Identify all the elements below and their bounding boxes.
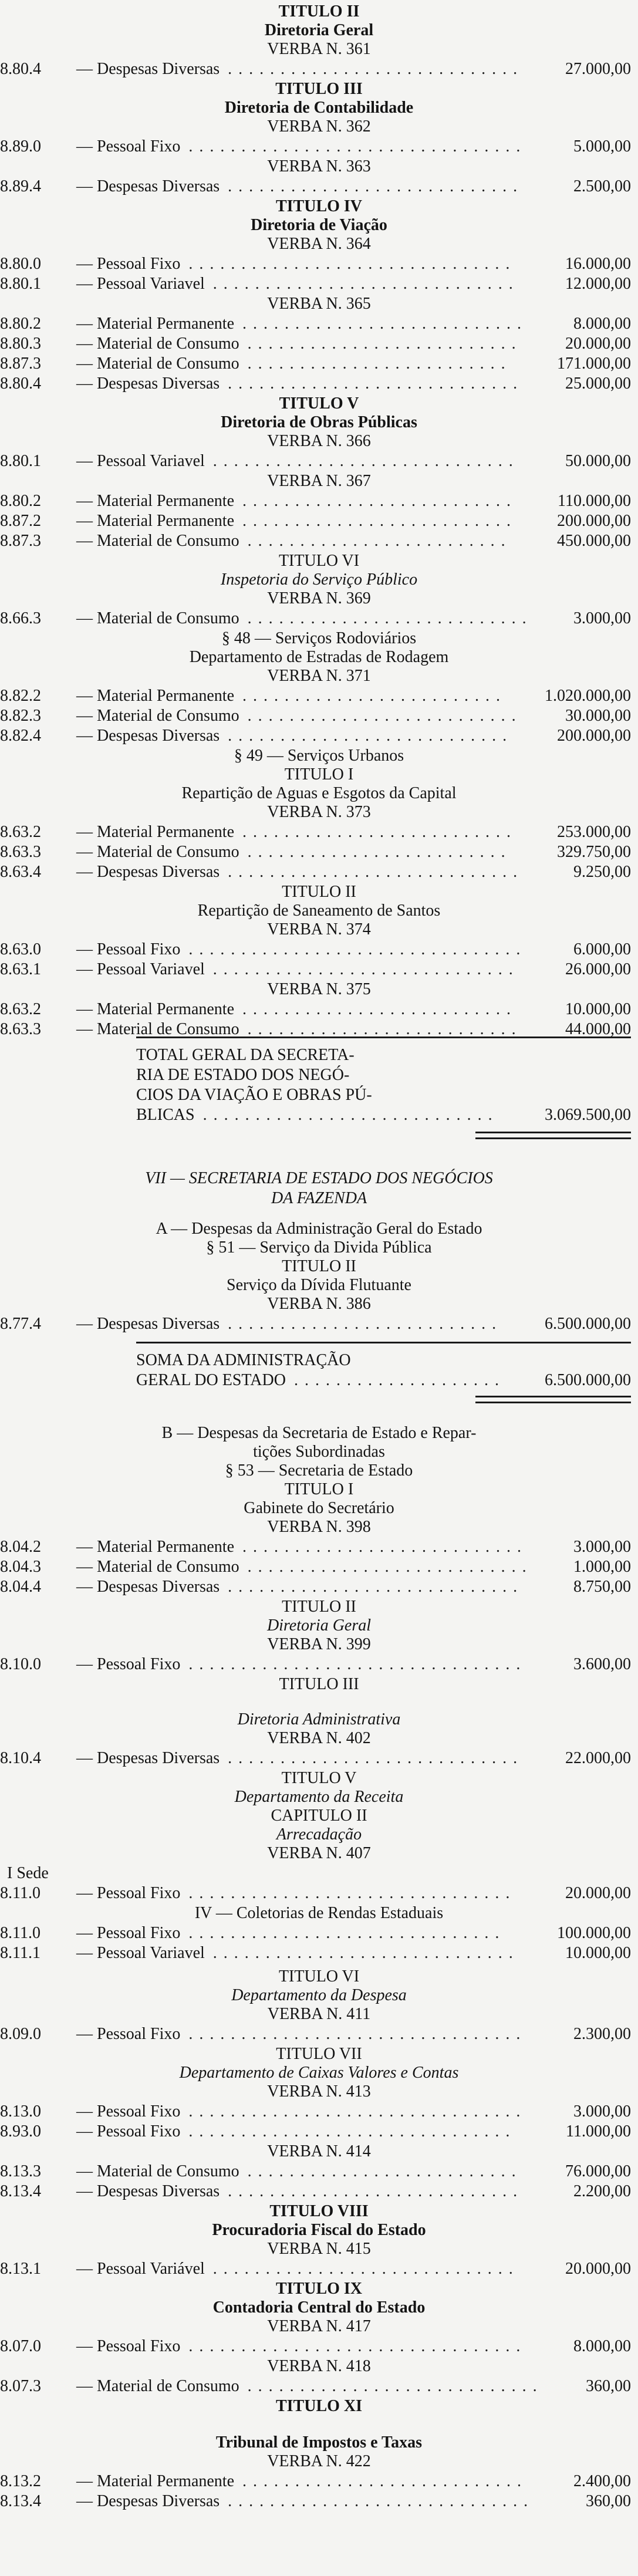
- dot-leader: . . . . . . . . . . . . . . . . . . . . . . . . . .: [247, 335, 517, 353]
- item-code: 8.63.0: [0, 940, 41, 958]
- dot-leader: . . . . . . . . . . . . . . . . . . . . . . . . . .: [247, 2162, 517, 2180]
- item-amount: 200.000,00: [557, 727, 631, 745]
- item-code: 8.10.4: [0, 1749, 41, 1767]
- total-label: RIA DE ESTADO DOS NEGÓ-: [136, 1066, 350, 1084]
- item-description: — Material de Consumo: [76, 1558, 239, 1576]
- dot-leader: . . . . . . . . . . . . . . . . . . . . . . . . . .: [247, 1020, 517, 1038]
- item-amount: 1.000,00: [573, 1558, 631, 1576]
- item-code: 8.09.0: [0, 2025, 41, 2043]
- heading-line: TITULO III: [279, 1675, 359, 1693]
- heading-line: Contadoria Central do Estado: [212, 2298, 426, 2317]
- heading-line: VERBA N. 414: [267, 2142, 371, 2160]
- heading-line: TITULO II: [278, 2, 360, 21]
- dot-leader: . . . . . . . . . . . . . . . . . . . . . . . . . . . .: [228, 1749, 519, 1767]
- item-description: — Pessoal Fixo: [76, 2025, 181, 2043]
- heading-line: TITULO XI: [275, 2397, 363, 2415]
- item-amount: 100.000,00: [557, 1924, 631, 1942]
- heading-line: VERBA N. 413: [267, 2082, 371, 2101]
- heading-line: VII — SECRETARIA DE ESTADO DOS NEGÓCIOS: [145, 1169, 493, 1187]
- item-amount: 329.750,00: [557, 843, 631, 861]
- dot-leader: . . . . . . . . . . . . . . . . . . . . . . . . . . . . . . . .: [188, 2102, 522, 2121]
- item-amount: 10.000,00: [565, 1000, 631, 1018]
- dot-leader: . . . . . . . . . . . . . . . . . . . . . . . . . . .: [247, 1558, 528, 1576]
- item-code: 8.13.3: [0, 2162, 41, 2180]
- heading-line: VERBA N. 415: [267, 2240, 371, 2258]
- heading-line: VERBA N. 362: [267, 117, 371, 136]
- item-amount: 30.000,00: [565, 707, 631, 725]
- item-code: 8.63.3: [0, 843, 41, 861]
- item-amount: 12.000,00: [565, 275, 631, 293]
- heading-line: VERBA N. 399: [267, 1635, 371, 1653]
- item-amount: 22.000,00: [565, 1749, 631, 1767]
- item-code: 8.80.1: [0, 275, 41, 293]
- heading-line: TITULO VI: [278, 1967, 360, 1986]
- item-code: 8.11.0: [0, 1884, 40, 1902]
- heading-line: Diretoria de Obras Públicas: [221, 413, 417, 431]
- dot-leader: . . . . . . . . . . . . . . . . . . . . . . . . . .: [247, 707, 517, 725]
- dot-leader: . . . . . . . . . . . . . . . . . . . . . . . . . .: [242, 492, 512, 510]
- item-description: — Material Permanente: [76, 1000, 235, 1018]
- dot-leader: . . . . . . . . . . . . . . . . . . . . . . . . . . . . . . .: [188, 1884, 511, 1902]
- dot-leader: . . . . . . . . . . . . . . . . . . . . . . . . . . . . . . . .: [188, 2337, 522, 2355]
- total-amount: 6.500.000,00: [545, 1371, 631, 1389]
- item-description: — Pessoal Fixo: [76, 2337, 181, 2355]
- item-amount: 171.000,00: [557, 355, 631, 373]
- heading-line: Serviço da Dívida Flutuante: [227, 1276, 411, 1294]
- item-description: — Pessoal Fixo: [76, 1924, 181, 1942]
- dot-leader: . . . . . . . . . . . . . . . . . . . . . . . . . . .: [242, 2472, 523, 2490]
- item-amount: 5.000,00: [573, 137, 631, 156]
- heading-line: VERBA N. 367: [267, 472, 371, 490]
- item-code: 8.80.0: [0, 255, 41, 273]
- heading-line: B — Despesas da Secretaria de Estado e Repar-: [161, 1424, 477, 1442]
- heading-line: Departamento de Estradas de Rodagem: [189, 648, 449, 666]
- dot-leader: . . . . . . . . . . . . . . . . . . . . . . . . . . . . . . .: [188, 2122, 511, 2141]
- heading-line: IV — Coletorias de Rendas Estaduais: [194, 1904, 444, 1922]
- item-description: — Pessoal Fixo: [76, 1884, 181, 1902]
- dot-leader: . . . . . . . . . . . . . . . . . . . . . . . . .: [242, 687, 502, 705]
- item-amount: 2.400,00: [573, 2472, 631, 2490]
- item-amount: 20.000,00: [565, 335, 631, 353]
- item-amount: 26.000,00: [565, 960, 631, 978]
- heading-line: Procuradoria Fiscal do Estado: [212, 2221, 426, 2239]
- dot-leader: . . . . . . . . . . . . . . . . . . . . . . . . .: [247, 355, 507, 373]
- item-description: — Despesas Diversas: [76, 1749, 220, 1767]
- item-description: — Despesas Diversas: [76, 1578, 220, 1596]
- item-code: 8.80.3: [0, 335, 41, 353]
- item-description: — Pessoal Variavel: [76, 452, 205, 470]
- dot-leader: . . . . . . . . . . . . . . . . . . . . . . . . . .: [242, 1000, 512, 1018]
- heading-line: VERBA N. 371: [267, 667, 371, 685]
- text-line: I Sede: [7, 1864, 49, 1882]
- item-amount: 44.000,00: [565, 1020, 631, 1038]
- item-amount: 11.000,00: [566, 2122, 631, 2141]
- item-description: — Material de Consumo: [76, 1020, 239, 1038]
- rule-line: [475, 1402, 631, 1403]
- dot-leader: . . . . . . . . . . . . . . . . . . . . . . . . . .: [242, 512, 512, 530]
- dot-leader: . . . . . . . . . . . . . . . . . . . . . . . . . .: [228, 1315, 498, 1333]
- item-code: 8.66.3: [0, 609, 41, 627]
- item-code: 8.04.3: [0, 1558, 41, 1576]
- dot-leader: . . . . . . . . . . . . . . . . . . . . . . . . . . . . . . . .: [188, 137, 522, 156]
- heading-line: Repartição de Saneamento de Santos: [197, 902, 441, 920]
- heading-line: TITULO IX: [275, 2280, 363, 2298]
- item-code: 8.11.1: [0, 1944, 40, 1962]
- heading-line: TITULO VII: [276, 2045, 362, 2063]
- item-description: — Pessoal Fixo: [76, 1655, 181, 1673]
- heading-line: VERBA N. 418: [267, 2357, 371, 2375]
- item-description: — Material Permanente: [76, 687, 235, 705]
- dot-leader: . . . . . . . . . . . . . . . . . . . . . . . . . . . .: [228, 60, 519, 78]
- dot-leader: . . . . . . . . . . . . . . . . . . . . . . . . . . . . .: [212, 1944, 514, 1962]
- item-description: — Material Permanente: [76, 315, 235, 333]
- heading-line: VERBA N. 363: [267, 157, 371, 175]
- item-code: 8.13.0: [0, 2102, 41, 2121]
- item-amount: 6.000,00: [573, 940, 631, 958]
- total-label: GERAL DO ESTADO: [136, 1371, 286, 1389]
- heading-line: VERBA N. 402: [267, 1729, 371, 1747]
- heading-line: VERBA N. 422: [267, 2452, 371, 2470]
- heading-line: VERBA N. 417: [267, 2317, 371, 2335]
- item-description: — Material de Consumo: [76, 532, 239, 550]
- heading-line: VERBA N. 407: [267, 1844, 371, 1862]
- heading-line: TITULO III: [275, 80, 363, 98]
- dot-leader: . . . . . . . . . . . . . . . . . . . . . . . . . . . .: [228, 374, 519, 393]
- item-code: 8.89.4: [0, 177, 41, 195]
- heading-line: VERBA N. 361: [267, 40, 371, 58]
- item-description: — Despesas Diversas: [76, 177, 220, 195]
- heading-line: TITULO I: [284, 1480, 354, 1498]
- rule-line: [475, 1396, 631, 1397]
- heading-line: Diretoria Geral: [266, 1616, 372, 1635]
- item-description: — Despesas Diversas: [76, 863, 220, 881]
- total-label: CIOS DA VIAÇÃO E OBRAS PÚ-: [136, 1086, 372, 1104]
- dot-leader: . . . . . . . . . . . . . . . . . . . . . . . . . . . .: [228, 2182, 519, 2200]
- heading-line: Inspetoria do Serviço Público: [220, 570, 418, 589]
- dot-leader: . . . . . . . . . . . . . . . . . . . . . . . . . . . .: [202, 1106, 494, 1124]
- item-code: 8.93.0: [0, 2122, 41, 2141]
- item-amount: 8.750,00: [573, 1578, 631, 1596]
- item-description: — Despesas Diversas: [76, 1315, 220, 1333]
- item-amount: 20.000,00: [565, 1884, 631, 1902]
- total-amount: 3.069.500,00: [545, 1106, 631, 1124]
- dot-leader: . . . . . . . . . . . . . . . . . . . . . . . . . . .: [242, 315, 523, 333]
- item-amount: 110.000,00: [558, 492, 631, 510]
- item-description: — Material de Consumo: [76, 609, 239, 627]
- heading-line: Tribunal de Impostos e Taxas: [215, 2433, 423, 2452]
- item-description: — Material de Consumo: [76, 2377, 239, 2395]
- item-code: 8.63.4: [0, 863, 41, 881]
- item-code: 8.80.1: [0, 452, 41, 470]
- heading-line: Diretoria Geral: [264, 21, 374, 39]
- heading-line: Gabinete do Secretário: [244, 1499, 394, 1517]
- heading-line: VERBA N. 364: [267, 235, 371, 253]
- heading-line: TITULO II: [282, 1257, 356, 1275]
- dot-leader: . . . . . . . . . . . . . . . . . . . . . . . . . . . . . . .: [188, 255, 511, 273]
- heading-line: VERBA N. 369: [267, 589, 371, 607]
- item-code: 8.13.1: [0, 2260, 41, 2278]
- dot-leader: . . . . . . . . . . . . . . . . . . . . . . . . . . . .: [228, 177, 519, 195]
- item-code: 8.07.3: [0, 2377, 41, 2395]
- heading-line: Diretoria de Viação: [251, 216, 387, 234]
- heading-line: Departamento da Despesa: [231, 1986, 407, 2004]
- dot-leader: . . . . . . . . . . . . . . . . . . . . . . . . . . . . .: [212, 960, 514, 978]
- heading-line: CAPITULO II: [271, 1807, 367, 1825]
- item-description: — Pessoal Fixo: [76, 137, 181, 156]
- item-amount: 450.000,00: [557, 532, 631, 550]
- item-amount: 20.000,00: [565, 2260, 631, 2278]
- item-amount: 76.000,00: [565, 2162, 631, 2180]
- item-description: — Despesas Diversas: [76, 2492, 220, 2510]
- heading-line: VERBA N. 365: [267, 295, 371, 313]
- item-description: — Material de Consumo: [76, 355, 239, 373]
- dot-leader: . . . . . . . . . . . . . . . . . . . . . . . . .: [247, 843, 507, 861]
- dot-leader: . . . . . . . . . . . . . . . . . . . . . . . . . . . .: [228, 1578, 519, 1596]
- item-amount: 360,00: [586, 2377, 631, 2395]
- item-amount: 16.000,00: [565, 255, 631, 273]
- item-description: — Material Permanente: [76, 1538, 235, 1556]
- heading-line: TITULO VI: [278, 552, 360, 570]
- heading-line: TITULO II: [282, 883, 356, 901]
- rule-line: [136, 1037, 631, 1038]
- heading-line: tições Subordinadas: [253, 1443, 385, 1461]
- item-description: — Material de Consumo: [76, 843, 239, 861]
- heading-line: VERBA N. 366: [267, 432, 371, 450]
- dot-leader: . . . . . . . . . . . . . . . . . . . . . . . . . . .: [228, 727, 508, 745]
- rule-line: [475, 1132, 631, 1133]
- item-code: 8.13.4: [0, 2492, 41, 2510]
- item-code: 8.82.4: [0, 727, 41, 745]
- item-amount: 10.000,00: [565, 1944, 631, 1962]
- dot-leader: . . . . . . . . . . . . . . . . . . . . . . . . . .: [242, 823, 512, 841]
- item-description: — Despesas Diversas: [76, 374, 220, 393]
- item-code: 8.63.3: [0, 1020, 41, 1038]
- item-description: — Despesas Diversas: [76, 60, 220, 78]
- item-description: — Pessoal Variável: [76, 2260, 205, 2278]
- item-code: 8.80.4: [0, 374, 41, 393]
- dot-leader: . . . . . . . . . . . . . . . . . . . . . . . . .: [247, 532, 507, 550]
- item-description: — Material Permanente: [76, 512, 235, 530]
- item-code: 8.80.4: [0, 60, 41, 78]
- heading-line: Arrecadação: [276, 1825, 362, 1844]
- item-description: — Pessoal Fixo: [76, 2122, 181, 2141]
- heading-line: TITULO V: [279, 394, 359, 413]
- item-amount: 2.300,00: [573, 2025, 631, 2043]
- item-amount: 3.000,00: [573, 1538, 631, 1556]
- item-code: 8.87.2: [0, 512, 41, 530]
- item-amount: 2.500,00: [573, 177, 631, 195]
- dot-leader: . . . . . . . . . . . . . . . . . . . . . . . . . . .: [247, 609, 528, 627]
- item-code: 8.82.2: [0, 687, 41, 705]
- item-amount: 8.000,00: [573, 315, 631, 333]
- item-description: — Pessoal Fixo: [76, 940, 181, 958]
- heading-line: VERBA N. 386: [267, 1295, 371, 1313]
- heading-line: VERBA N. 373: [267, 803, 371, 821]
- item-amount: 3.000,00: [573, 609, 631, 627]
- item-amount: 253.000,00: [557, 823, 631, 841]
- item-code: 8.04.4: [0, 1578, 41, 1596]
- heading-line: § 49 — Serviços Urbanos: [234, 747, 404, 765]
- item-code: 8.87.3: [0, 355, 41, 373]
- dot-leader: . . . . . . . . . . . . . . . . . . . . . . . . . . . . .: [212, 275, 514, 293]
- heading-line: VERBA N. 411: [267, 2005, 371, 2023]
- item-code: 8.80.2: [0, 315, 41, 333]
- item-amount: 2.200,00: [573, 2182, 631, 2200]
- item-description: — Material de Consumo: [76, 2162, 239, 2180]
- heading-line: § 53 — Secretaria de Estado: [225, 1461, 413, 1480]
- heading-line: DA FAZENDA: [271, 1189, 367, 1207]
- heading-line: TITULO II: [282, 1598, 356, 1616]
- heading-line: VERBA N. 398: [267, 1518, 371, 1536]
- dot-leader: . . . . . . . . . . . . . . . . . . . . . . . . . . . . .: [212, 2260, 514, 2278]
- item-description: — Pessoal Variavel: [76, 1944, 205, 1962]
- heading-line: § 48 — Serviços Rodoviários: [221, 629, 417, 647]
- item-code: 8.80.2: [0, 492, 41, 510]
- item-amount: 50.000,00: [565, 452, 631, 470]
- heading-line: Diretoria de Contabilidade: [224, 99, 414, 117]
- item-amount: 360,00: [586, 2492, 631, 2510]
- item-code: 8.89.0: [0, 137, 41, 156]
- dot-leader: . . . . . . . . . . . . . . . . . . . .: [293, 1371, 500, 1389]
- item-code: 8.11.0: [0, 1924, 40, 1942]
- item-amount: 6.500.000,00: [545, 1315, 631, 1333]
- heading-line: TITULO VIII: [269, 2202, 369, 2220]
- item-amount: 25.000,00: [565, 374, 631, 393]
- heading-line: A — Despesas da Administração Geral do Estado: [156, 1220, 482, 1238]
- total-label: BLICAS: [136, 1106, 195, 1124]
- total-label: TOTAL GERAL DA SECRETA-: [136, 1046, 355, 1064]
- item-description: — Material Permanente: [76, 2472, 235, 2490]
- heading-line: VERBA N. 375: [267, 980, 371, 998]
- dot-leader: . . . . . . . . . . . . . . . . . . . . . . . . . . . . . . . .: [188, 1655, 522, 1673]
- item-code: 8.82.3: [0, 707, 41, 725]
- heading-line: TITULO IV: [275, 197, 363, 215]
- item-code: 8.04.2: [0, 1538, 41, 1556]
- heading-line: § 51 — Serviço da Divida Pública: [206, 1238, 432, 1257]
- dot-leader: . . . . . . . . . . . . . . . . . . . . . . . . . . . . . . . .: [188, 2025, 522, 2043]
- heading-line: Departamento de Caixas Valores e Contas: [179, 2064, 459, 2082]
- item-description: — Material de Consumo: [76, 335, 239, 353]
- item-description: — Material de Consumo: [76, 707, 239, 725]
- item-amount: 27.000,00: [565, 60, 631, 78]
- heading-line: Diretoria Administrativa: [237, 1710, 401, 1728]
- heading-line: Repartição de Aguas e Esgotos da Capital: [181, 784, 457, 802]
- item-amount: 8.000,00: [573, 2337, 631, 2355]
- item-amount: 3.000,00: [573, 2102, 631, 2121]
- item-amount: 9.250,00: [573, 863, 631, 881]
- item-code: 8.77.4: [0, 1315, 41, 1333]
- item-amount: 200.000,00: [557, 512, 631, 530]
- rule-line: [136, 1342, 631, 1343]
- dot-leader: . . . . . . . . . . . . . . . . . . . . . . . . . . .: [242, 1538, 523, 1556]
- dot-leader: . . . . . . . . . . . . . . . . . . . . . . . . . . . . . .: [188, 1924, 501, 1942]
- item-code: 8.13.2: [0, 2472, 41, 2490]
- dot-leader: . . . . . . . . . . . . . . . . . . . . . . . . . . . . .: [228, 2492, 529, 2510]
- item-description: — Material Permanente: [76, 492, 235, 510]
- item-code: 8.63.2: [0, 823, 41, 841]
- heading-line: Departamento da Receita: [234, 1788, 404, 1806]
- dot-leader: . . . . . . . . . . . . . . . . . . . . . . . . . . . .: [247, 2377, 538, 2395]
- item-description: — Pessoal Variavel: [76, 960, 205, 978]
- dot-leader: . . . . . . . . . . . . . . . . . . . . . . . . . . . .: [228, 863, 519, 881]
- rule-line: [475, 1137, 631, 1139]
- dot-leader: . . . . . . . . . . . . . . . . . . . . . . . . . . . . . . . .: [188, 940, 522, 958]
- item-code: 8.63.2: [0, 1000, 41, 1018]
- item-code: 8.07.0: [0, 2337, 41, 2355]
- item-code: 8.63.1: [0, 960, 41, 978]
- item-code: 8.10.0: [0, 1655, 41, 1673]
- item-description: — Pessoal Variavel: [76, 275, 205, 293]
- dot-leader: . . . . . . . . . . . . . . . . . . . . . . . . . . . . .: [212, 452, 514, 470]
- item-amount: 3.600,00: [573, 1655, 631, 1673]
- item-description: — Pessoal Fixo: [76, 255, 181, 273]
- item-description: — Despesas Diversas: [76, 727, 220, 745]
- item-description: — Despesas Diversas: [76, 2182, 220, 2200]
- item-amount: 1.020.000,00: [545, 687, 631, 705]
- item-description: — Material Permanente: [76, 823, 235, 841]
- heading-line: TITULO I: [284, 765, 354, 784]
- item-code: 8.13.4: [0, 2182, 41, 2200]
- item-description: — Pessoal Fixo: [76, 2102, 181, 2121]
- heading-line: VERBA N. 374: [267, 920, 371, 938]
- item-code: 8.87.3: [0, 532, 41, 550]
- heading-line: TITULO V: [281, 1769, 357, 1787]
- total-label: SOMA DA ADMINISTRAÇÃO: [136, 1351, 351, 1369]
